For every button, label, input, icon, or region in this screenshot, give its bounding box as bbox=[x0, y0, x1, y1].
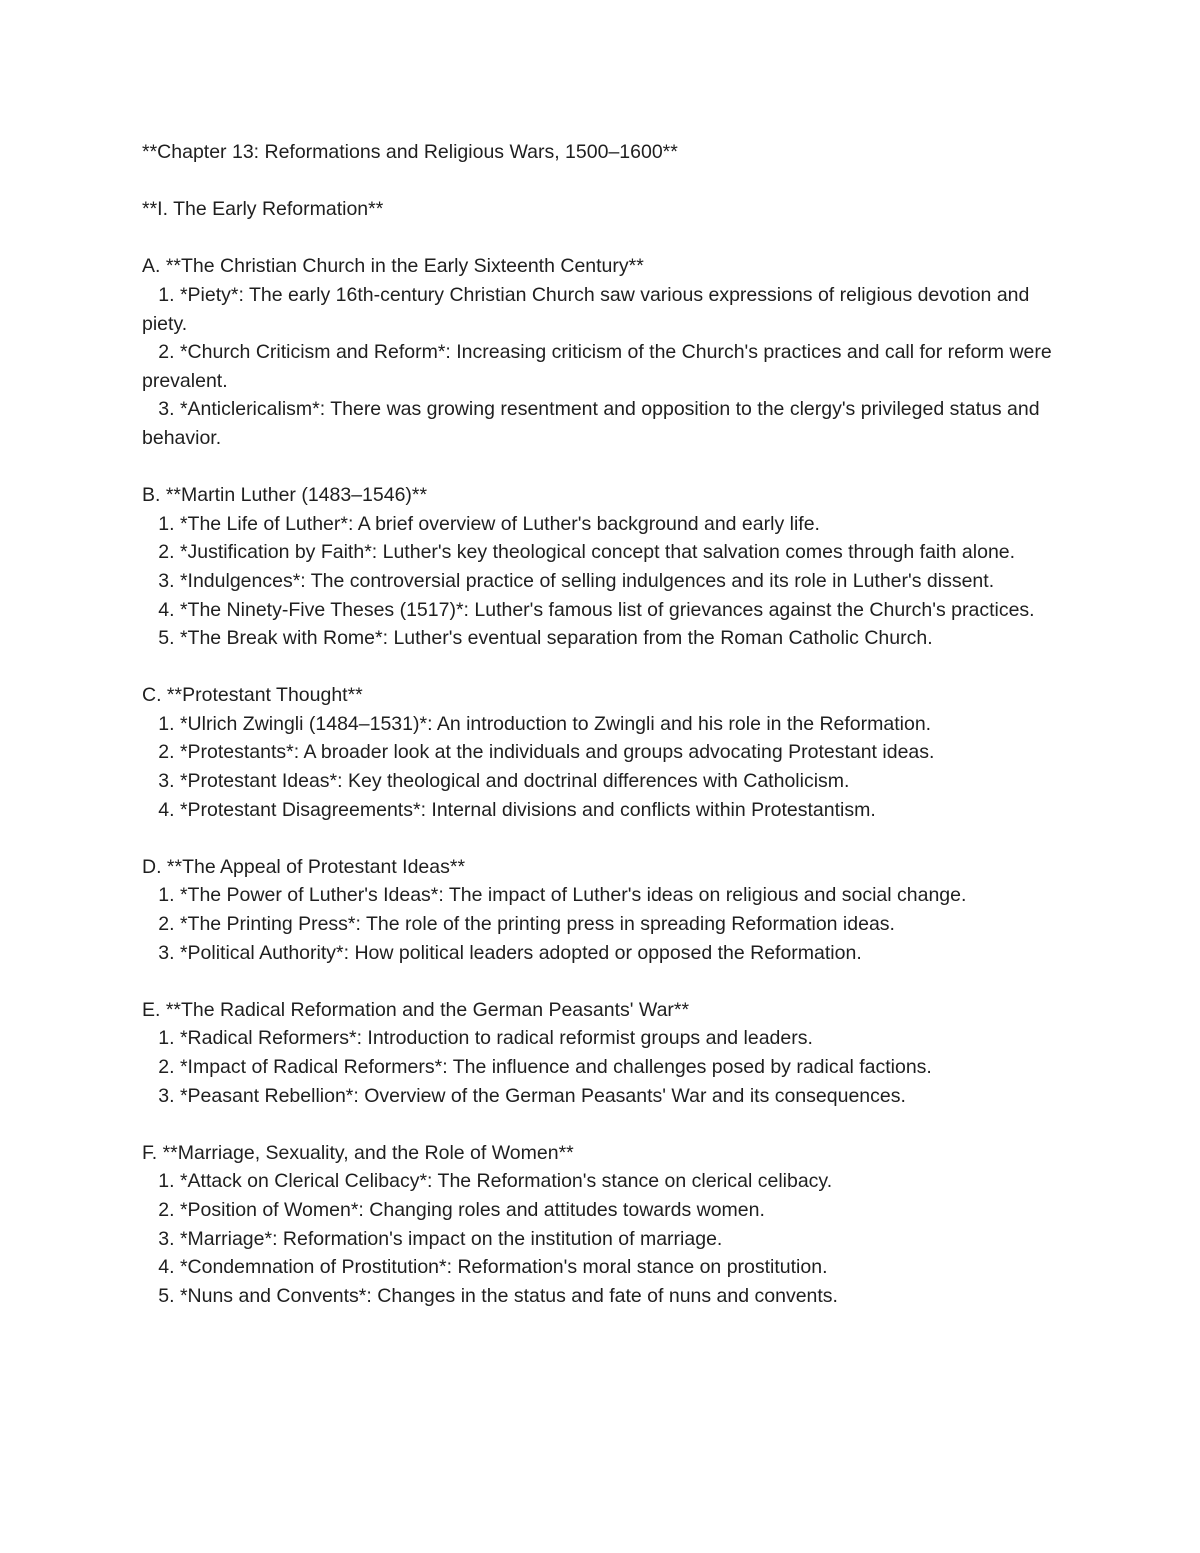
list-item: 4. *The Ninety-Five Theses (1517)*: Luther's famous list of grievances against the Church's practices. bbox=[142, 598, 1035, 621]
list-item: 1. *Piety*: The early 16th-century Christian Church saw various expressions of religious devotion and piety. bbox=[142, 283, 1035, 335]
section-a bbox=[142, 252, 1072, 452]
section-c bbox=[142, 681, 1072, 824]
section-heading: A. **The Christian Church in the Early Sixteenth Century** bbox=[142, 255, 644, 278]
section-f bbox=[142, 1139, 1072, 1311]
section-heading: F. **Marriage, Sexuality, and the Role of Women** bbox=[142, 1141, 574, 1164]
list-item: 4. *Protestant Disagreements*: Internal divisions and conflicts within Protestantism. bbox=[142, 798, 876, 821]
list-item: 1. *The Power of Luther's Ideas*: The impact of Luther's ideas on religious and social change. bbox=[142, 884, 967, 907]
list-item: 1. *Attack on Clerical Celibacy*: The Reformation's stance on clerical celibacy. bbox=[142, 1170, 833, 1193]
list-item: 2. *Impact of Radical Reformers*: The influence and challenges posed by radical factions. bbox=[142, 1056, 932, 1078]
part-title: **I. The Early Reformation** bbox=[142, 198, 384, 221]
list-item: 3. *Anticlericalism*: There was growing resentment and opposition to the clergy's privileged status and behavior. bbox=[142, 398, 1046, 449]
list-item: 2. *Church Criticism and Reform*: Increasing criticism of the Church's practices and call for reform were prevalent. bbox=[142, 341, 1058, 392]
section-d bbox=[142, 853, 1072, 967]
list-item: 2. *Protestants*: A broader look at the individuals and groups advocating Protestant ideas. bbox=[142, 741, 935, 764]
section-b bbox=[142, 481, 1072, 653]
list-item: 3. *Political Authority*: How political leaders adopted or opposed the Reformation. bbox=[142, 941, 862, 964]
list-item: 1. *Ulrich Zwingli (1484–1531)*: An introduction to Zwingli and his role in the Reformation. bbox=[142, 712, 932, 735]
list-item: 2. *Position of Women*: Changing roles and attitudes towards women. bbox=[142, 1198, 765, 1221]
list-item: 3. *Protestant Ideas*: Key theological and doctrinal differences with Catholicism. bbox=[142, 770, 850, 793]
section-heading: C. **Protestant Thought** bbox=[142, 684, 363, 707]
document-page bbox=[142, 138, 1072, 1339]
list-item: 1. *Radical Reformers*: Introduction to radical reformist groups and leaders. bbox=[142, 1027, 813, 1050]
list-item: 4. *Condemnation of Prostitution*: Reformation's moral stance on prostitution. bbox=[142, 1256, 828, 1279]
list-item: 2. *The Printing Press*: The role of the printing press in spreading Reformation ideas. bbox=[142, 913, 895, 936]
section-heading: B. **Martin Luther (1483–1546)** bbox=[142, 484, 428, 507]
list-item: 3. *Marriage*: Reformation's impact on the institution of marriage. bbox=[142, 1227, 723, 1250]
section-heading: E. **The Radical Reformation and the German Peasants' War** bbox=[142, 998, 690, 1021]
list-item: 2. *Justification by Faith*: Luther's key theological concept that salvation comes through faith alone. bbox=[142, 541, 1016, 564]
chapter-title: **Chapter 13: Reformations and Religious Wars, 1500–1600** bbox=[142, 141, 678, 163]
list-item: 5. *Nuns and Convents*: Changes in the status and fate of nuns and convents. bbox=[142, 1284, 838, 1307]
list-item: 5. *The Break with Rome*: Luther's eventual separation from the Roman Catholic Church. bbox=[142, 627, 933, 650]
section-e bbox=[142, 996, 1072, 1110]
list-item: 3. *Peasant Rebellion*: Overview of the German Peasants' War and its consequences. bbox=[142, 1084, 906, 1107]
section-heading: D. **The Appeal of Protestant Ideas** bbox=[142, 855, 466, 878]
list-item: 3. *Indulgences*: The controversial practice of selling indulgences and its role in Luther's dissent. bbox=[142, 569, 995, 592]
list-item: 1. *The Life of Luther*: A brief overview of Luther's background and early life. bbox=[142, 512, 820, 535]
